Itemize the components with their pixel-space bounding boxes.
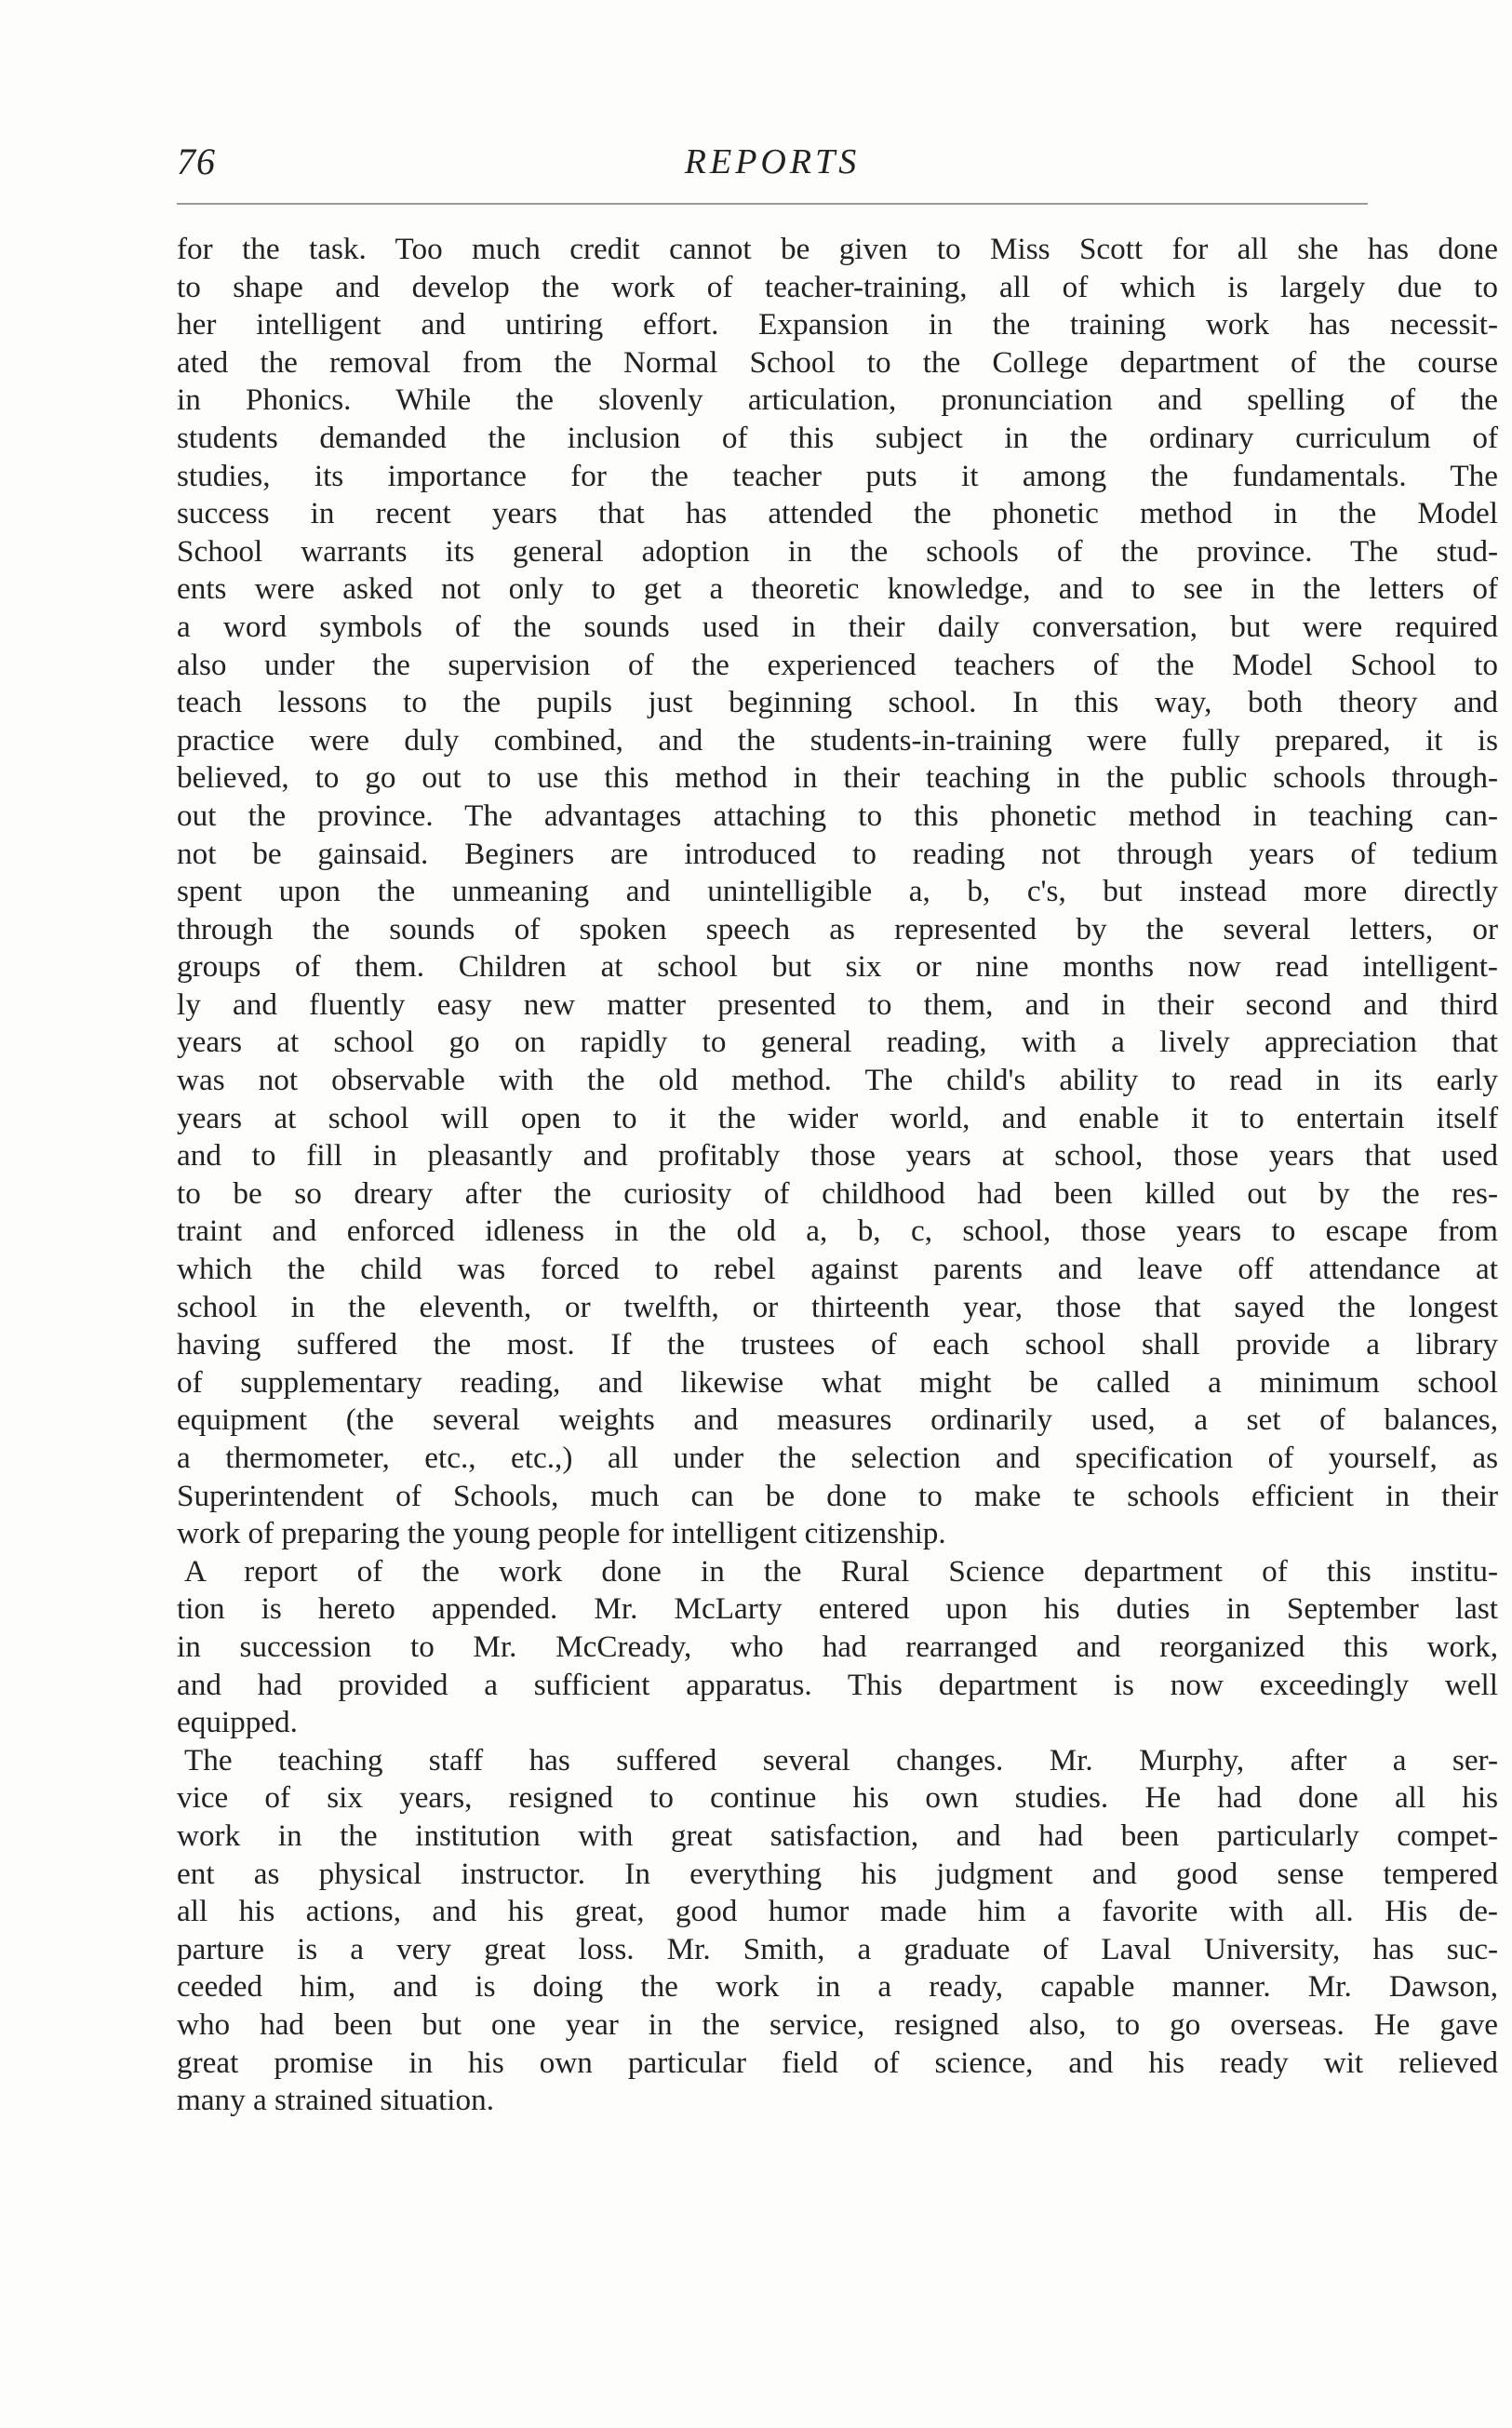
text-line: who had been but one year in the service, resigned also, to go overseas. He gave bbox=[177, 2006, 1498, 2042]
text-line: years at school go on rapidly to general reading, with a lively appreciation that bbox=[177, 1025, 1498, 1060]
text-line: spent upon the unmeaning and unintelligible a, b, c's, but instead more directly bbox=[177, 874, 1498, 909]
text-line: out the province. The advantages attaching to this phonetic method in teaching can- bbox=[177, 798, 1498, 833]
text-line: traint and enforced idleness in the old a, b, c, school, those years to escape from bbox=[177, 1214, 1498, 1249]
text-line: Superintendent of Schools, much can be done to make te schools efficient in their bbox=[177, 1478, 1498, 1513]
text-line: years at school will open to it the wider world, and enable it to entertain itself bbox=[177, 1100, 1498, 1135]
text-line: success in recent years that has attended the phonetic method in the Model bbox=[177, 496, 1498, 531]
text-line: believed, to go out to use this method in their teaching in the public schools through- bbox=[177, 760, 1498, 796]
text-line: parture is a very great loss. Mr. Smith, a graduate of Laval University, has suc- bbox=[177, 1931, 1498, 1966]
text-line: work in the institution with great satisfaction, and had been particularly compet- bbox=[177, 1818, 1498, 1853]
text-line: also under the supervision of the experienced teachers of the Model School to bbox=[177, 647, 1498, 682]
text-line: all his actions, and his great, good humor made him a favorite with all. His de- bbox=[177, 1894, 1498, 1929]
text-line: ated the removal from the Normal School to the College department of the course bbox=[177, 344, 1498, 380]
text-line: practice were duly combined, and the students-in-training were fully prepared, it is bbox=[177, 722, 1498, 758]
page-number: 76 bbox=[177, 141, 216, 182]
text-line: students demanded the inclusion of this subject in the ordinary curriculum of bbox=[177, 420, 1498, 455]
running-head: REPORTS bbox=[684, 142, 861, 181]
text-line: teach lessons to the pupils just beginning school. In this way, both theory and bbox=[177, 685, 1498, 720]
text-line: The teaching staff has suffered several changes. Mr. Murphy, after a ser- bbox=[184, 1742, 1498, 1777]
text-line: a word symbols of the sounds used in their daily conversation, but were required bbox=[177, 609, 1498, 644]
text-line: which the child was forced to rebel against parents and leave off attendance at bbox=[177, 1252, 1498, 1287]
header-rule bbox=[177, 203, 1368, 205]
text-line: not be gainsaid. Beginers are introduced to reading not through years of tedium bbox=[177, 836, 1498, 871]
page-header bbox=[177, 140, 1368, 195]
text-line: for the task. Too much credit cannot be given to Miss Scott for all she has done bbox=[177, 232, 1498, 266]
text-line: ceeded him, and is doing the work in a ready, capable manner. Mr. Dawson, bbox=[177, 1969, 1498, 2005]
text-line: having suffered the most. If the trustees of each school shall provide a library bbox=[177, 1327, 1498, 1362]
text-line: vice of six years, resigned to continue his own studies. He had done all his bbox=[177, 1780, 1498, 1816]
text-line: many a strained situation. bbox=[177, 2083, 495, 2118]
text-line: and to fill in pleasantly and profitably those years at school, those years that used bbox=[177, 1138, 1498, 1174]
text-line: studies, its importance for the teacher puts it among the fundamentals. The bbox=[177, 458, 1498, 493]
text-line: ents were asked not only to get a theoretic knowledge, and to see in the letters of bbox=[177, 571, 1498, 607]
text-line: equipped. bbox=[177, 1705, 298, 1740]
text-line: in succession to Mr. McCready, who had rearranged and reorganized this work, bbox=[177, 1629, 1498, 1664]
text-line: tion is hereto appended. Mr. McLarty entered upon his duties in September last bbox=[177, 1591, 1498, 1627]
text-line: A report of the work done in the Rural Science department of this institu- bbox=[184, 1553, 1498, 1589]
text-line: great promise in his own particular field of science, and his ready wit relieved bbox=[177, 2045, 1498, 2080]
body-text bbox=[177, 231, 1498, 2120]
text-line: through the sounds of spoken speech as represented by the several letters, or bbox=[177, 911, 1498, 946]
text-line: to be so dreary after the curiosity of childhood had been killed out by the res- bbox=[177, 1175, 1498, 1211]
text-line: her intelligent and untiring effort. Expansion in the training work has necessit- bbox=[177, 307, 1498, 342]
text-line: groups of them. Children at school but six or nine months now read intelligent- bbox=[177, 949, 1498, 985]
text-line: a thermometer, etc., etc.,) all under the selection and specification of yourself, as bbox=[177, 1441, 1498, 1475]
text-line: and had provided a sufficient apparatus. This department is now exceedingly well bbox=[177, 1667, 1498, 1702]
text-line: was not observable with the old method. The child's ability to read in its early bbox=[177, 1063, 1498, 1098]
text-line: equipment (the several weights and measures ordinarily used, a set of balances, bbox=[177, 1402, 1498, 1438]
text-line: school in the eleventh, or twelfth, or thirteenth year, those that sayed the longest bbox=[177, 1289, 1498, 1324]
text-line: work of preparing the young people for intelligent citizenship. bbox=[177, 1516, 946, 1551]
text-line: to shape and develop the work of teacher-training, all of which is largely due to bbox=[177, 269, 1498, 304]
text-line: of supplementary reading, and likewise what might be called a minimum school bbox=[177, 1364, 1498, 1400]
text-line: School warrants its general adoption in the schools of the province. The stud- bbox=[177, 533, 1498, 569]
text-line: in Phonics. While the slovenly articulation, pronunciation and spelling of the bbox=[177, 382, 1498, 418]
text-line: ly and fluently easy new matter presented to them, and in their second and third bbox=[177, 986, 1498, 1022]
text-line: ent as physical instructor. In everything his judgment and good sense tempered bbox=[177, 1856, 1498, 1891]
